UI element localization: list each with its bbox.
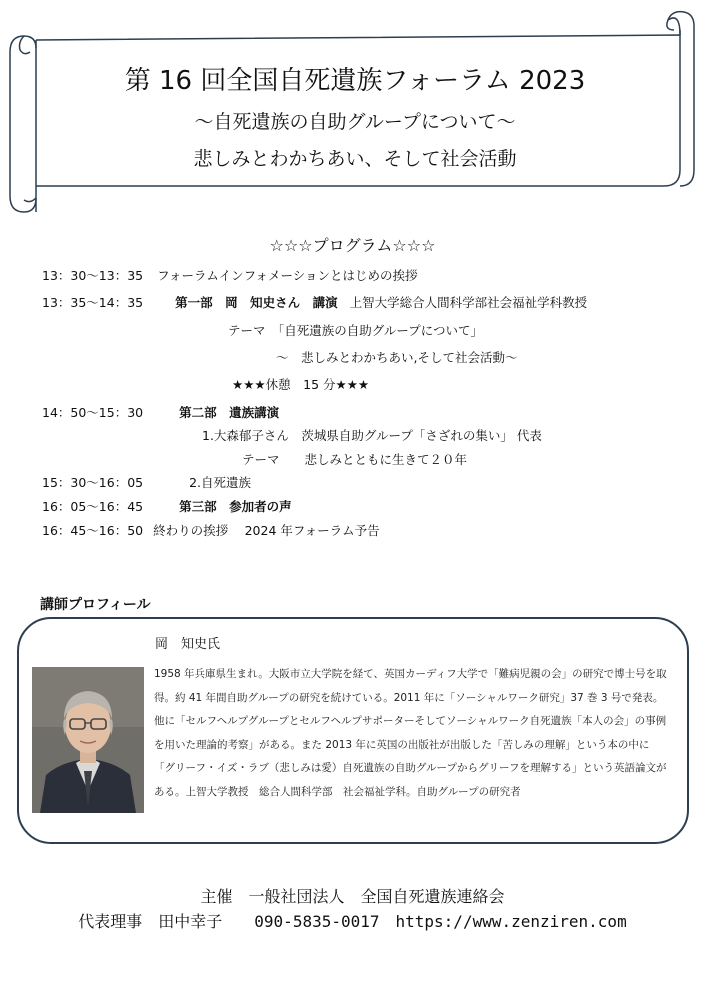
program-time: 13：30～13：35 [42, 268, 144, 283]
program-text: フォーラムインフォメーションとはじめの挨拶 [157, 268, 418, 283]
program-time: 15：30～16：05 [42, 475, 144, 490]
program-part-title: 第一部 岡 知史さん 講演 [175, 295, 338, 310]
organizer: 主催 一般社団法人 全国自死遺族連絡会 [200, 887, 505, 906]
program-part-title: 第三部 参加者の声 [179, 499, 292, 514]
profile-heading: 講師プロフィール [40, 597, 151, 613]
program-time: 16：45～16：50 [42, 523, 144, 538]
program-part-title: 第二部 遺族講演 [179, 405, 280, 420]
program-row [42, 473, 251, 491]
speaker-bio: 1958 年兵庫県生まれ。大阪市立大学院を経て、英国カーディフ大学で「難病児親の会」の研究で博士号を取得。約 41 年間自助グループの研究を続けている。2011 年に「ソーシャルワーク研究」37 巻 3 号で発表。他に「セルフヘルプグループとセルフヘルプサポーターそしてソーシャルワーク自死遺族「本人の会」の事例を用いた理論的考察」がある。また 2013 年に英国の出版社が出版した「苦しみの理解」という本の中に「グリーフ・イズ・ラブ（悲しみは愛）自死遺族の自助グループからグリーフを理解する」という英語論文がある。上智大学教授 総合人間科学部 社会福祉学科。自助グループの研究者 [154, 668, 667, 798]
forum-title: 第 16 回全国自死遺族フォーラム 2023 [124, 66, 586, 96]
program-row [42, 403, 279, 421]
program-break: ★★★休憩 15 分★★★ [232, 377, 370, 392]
program-theme: テーマ 悲しみとともに生きて２０年 [242, 452, 468, 467]
program-text: 2.自死遺族 [189, 475, 252, 490]
program-theme: テーマ 「自死遺族の自助グループについて」 [228, 323, 484, 338]
program-row [42, 266, 418, 284]
forum-subtitle-2: 悲しみとわかちあい、そして社会活動 [193, 148, 517, 170]
program-time: 14：50～15：30 [42, 405, 144, 420]
program-text: 上智大学総合人間科学部社会福祉学科教授 [349, 295, 588, 310]
program-row [42, 497, 292, 515]
program-theme-sub: ～ 悲しみとわかちあい,そして社会活動～ [276, 350, 518, 365]
program-heading: ☆☆☆プログラム☆☆☆ [269, 236, 436, 255]
speaker-name: 岡 知史氏 [155, 637, 221, 652]
program-time: 16：05～16：45 [42, 499, 144, 514]
forum-subtitle: ～自死遺族の自助グループについて～ [194, 111, 516, 133]
program-time: 13：35～14：35 [42, 295, 144, 310]
speaker-photo [32, 667, 144, 813]
contact-info: 代表理事 田中幸子 090-5835-0017 https://www.zenziren.com [78, 912, 627, 931]
program-text: 終わりの挨拶 2024 年フォーラム予告 [153, 523, 380, 538]
program-speaker: 1.大森郁子さん 茨城県自助グループ「さざれの集い」 代表 [202, 428, 542, 443]
program-row [42, 293, 587, 311]
program-row [42, 521, 380, 539]
